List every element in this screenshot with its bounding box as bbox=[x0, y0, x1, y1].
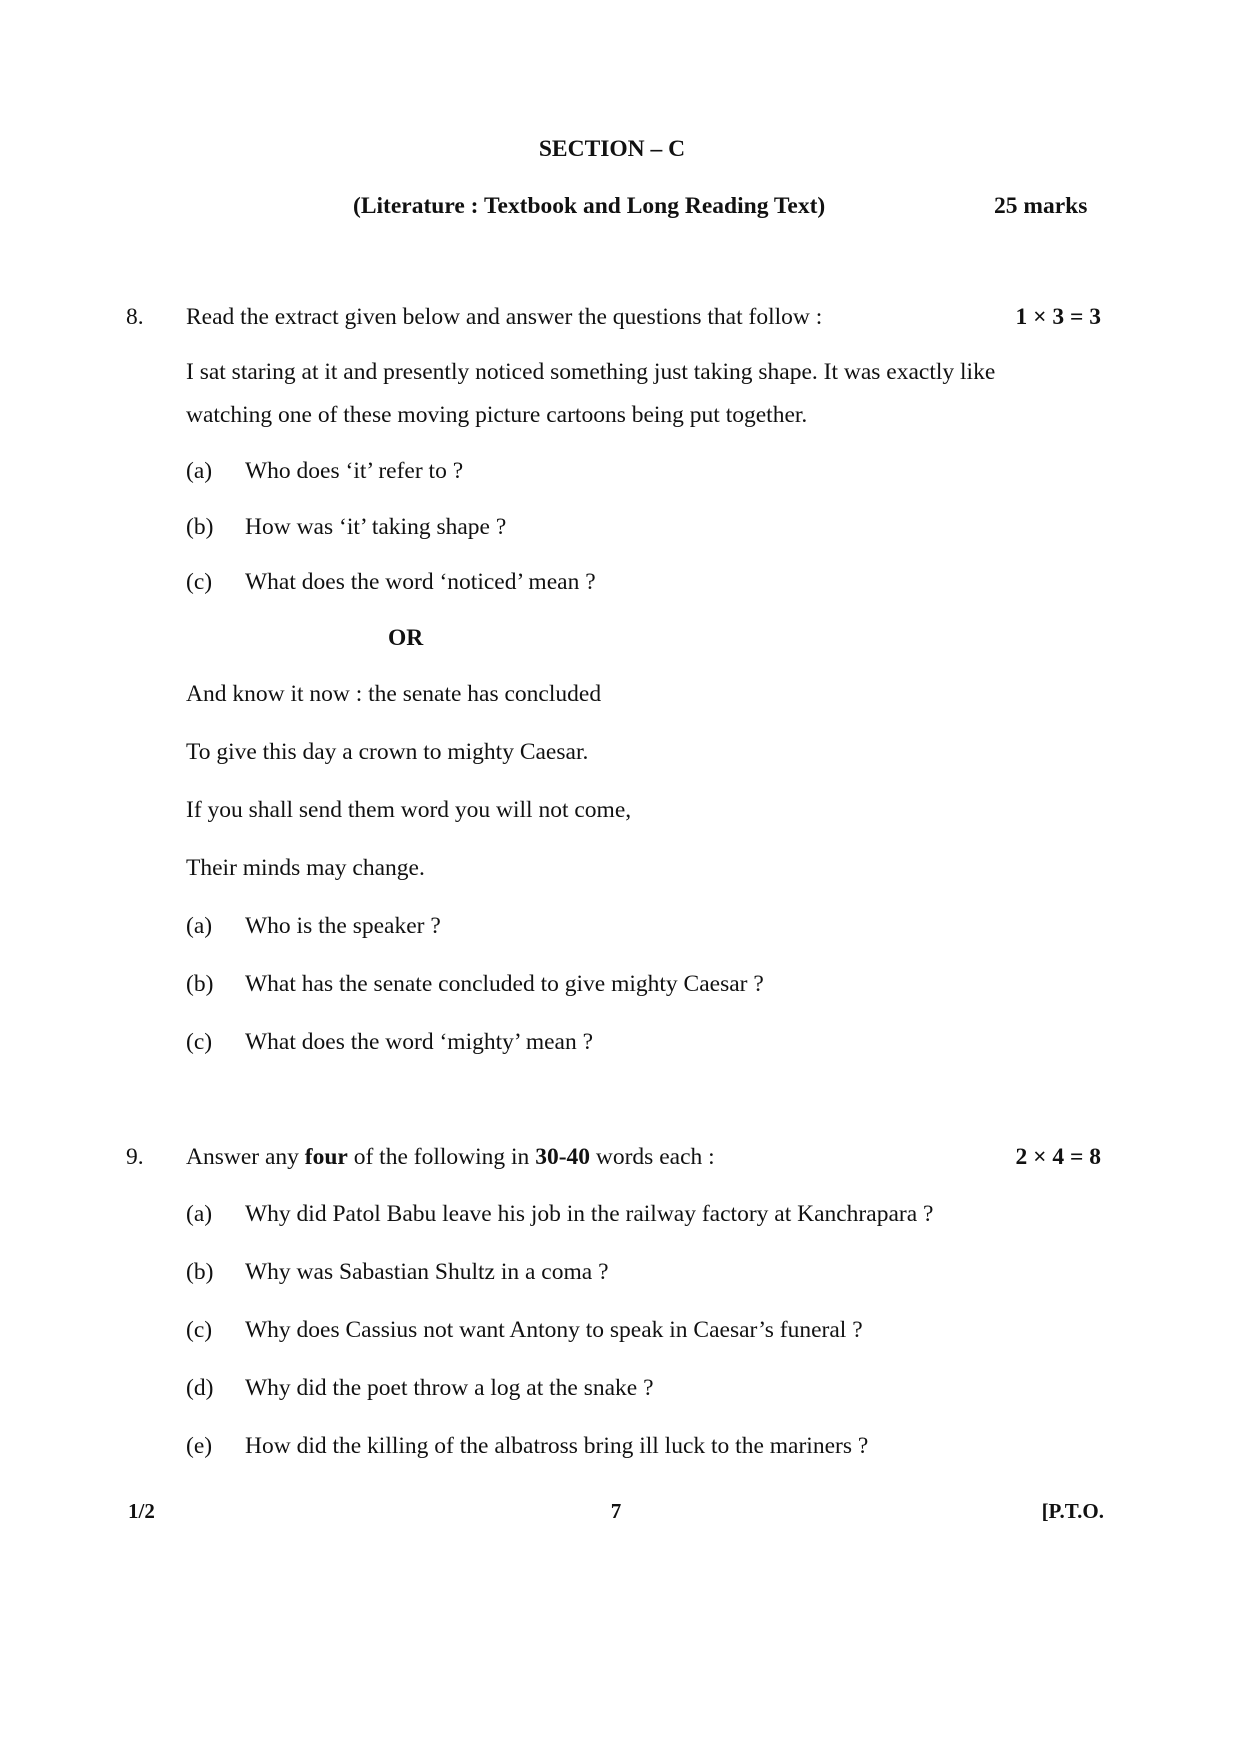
question-8-number: 8. bbox=[126, 304, 144, 330]
page-number: 7 bbox=[610, 1499, 622, 1523]
section-marks: 25 marks bbox=[994, 193, 1088, 219]
poem-line-2: To give this day a crown to mighty Caesar. bbox=[186, 739, 589, 765]
q9-part-b-label: (b) bbox=[186, 1259, 214, 1285]
q9-part-c-label: (c) bbox=[186, 1317, 213, 1343]
q9-part-d-text: Why did the poet throw a log at the snake ? bbox=[245, 1375, 654, 1401]
poem-line-4: Their minds may change. bbox=[186, 855, 425, 881]
q9-part-a-label: (a) bbox=[186, 1201, 213, 1227]
question-8-instruction: Read the extract given below and answer the questions that follow : bbox=[186, 304, 823, 330]
extract-line-2: watching one of these moving picture cartoons being put together. bbox=[186, 402, 808, 428]
section-title: SECTION – C bbox=[538, 136, 686, 162]
question-9-marks: 2 × 4 = 8 bbox=[1015, 1144, 1101, 1170]
q8-alt-part-b-label: (b) bbox=[186, 971, 214, 997]
section-subtitle: (Literature : Textbook and Long Reading Text) bbox=[353, 193, 826, 219]
q8-alt-part-c-text: What does the word ‘mighty’ mean ? bbox=[245, 1029, 594, 1055]
poem-line-3: If you shall send them word you will not come, bbox=[186, 797, 632, 823]
poem-line-1: And know it now : the senate has concluded bbox=[186, 681, 602, 707]
q8-part-b-text: How was ‘it’ taking shape ? bbox=[245, 514, 507, 540]
q8-alt-part-c-label: (c) bbox=[186, 1029, 213, 1055]
question-8-marks: 1 × 3 = 3 bbox=[1015, 304, 1101, 330]
q9-part-e-text: How did the killing of the albatross bring ill luck to the mariners ? bbox=[245, 1433, 869, 1459]
question-9-instruction: Answer any four of the following in 30-40 words each : bbox=[186, 1144, 715, 1170]
q8-alt-part-a-label: (a) bbox=[186, 913, 213, 939]
footer-code: 1/2 bbox=[128, 1499, 155, 1523]
q9-part-e-label: (e) bbox=[186, 1433, 213, 1459]
q8-part-a-label: (a) bbox=[186, 458, 213, 484]
q8-part-c-label: (c) bbox=[186, 569, 213, 595]
q9-part-d-label: (d) bbox=[186, 1375, 214, 1401]
q8-part-c-text: What does the word ‘noticed’ mean ? bbox=[245, 569, 596, 595]
q8-part-a-text: Who does ‘it’ refer to ? bbox=[245, 458, 464, 484]
q9-part-b-text: Why was Sabastian Shultz in a coma ? bbox=[245, 1259, 609, 1285]
q9-part-c-text: Why does Cassius not want Antony to speak in Caesar’s funeral ? bbox=[245, 1317, 863, 1343]
q8-alt-part-b-text: What has the senate concluded to give mighty Caesar ? bbox=[245, 971, 764, 997]
q8-alt-part-a-text: Who is the speaker ? bbox=[245, 913, 441, 939]
extract-line-1: I sat staring at it and presently noticed something just taking shape. It was exactly like bbox=[186, 359, 996, 385]
pto-label: [P.T.O. bbox=[1041, 1499, 1104, 1523]
q9-part-a-text: Why did Patol Babu leave his job in the railway factory at Kanchrapara ? bbox=[245, 1201, 934, 1227]
or-divider: OR bbox=[388, 625, 424, 651]
question-9-number: 9. bbox=[126, 1144, 144, 1170]
q8-part-b-label: (b) bbox=[186, 514, 214, 540]
